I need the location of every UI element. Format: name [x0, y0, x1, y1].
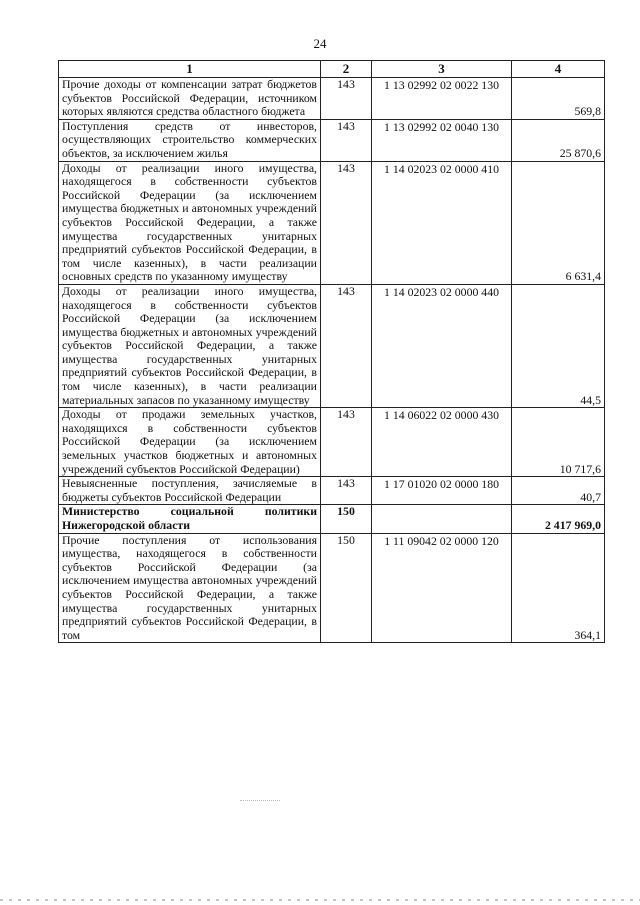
row-amount: 40,7: [512, 477, 605, 505]
row-budget-code: [372, 505, 512, 533]
row-admin-code: 143: [321, 477, 372, 505]
table-row: [59, 78, 605, 120]
table-row: [59, 161, 605, 284]
table-row: [59, 477, 605, 505]
revenue-table: [58, 60, 605, 643]
row-description: Доходы от реализации иного имущества, находящегося в собственности субъектов Российской Федерации (за исключением имущества бюджетных и автономных учреждений субъектов Российской Федерации, а также имущества государственных унитарных предприятий субъектов Российской Федерации, в том числе казенных), в части реализации материальных запасов по указанному имуществу: [59, 284, 321, 407]
row-budget-code: 1 11 09042 02 0000 120: [372, 533, 512, 643]
row-description: Невыясненные поступления, зачисляемые в бюджеты субъектов Российской Федерации: [59, 477, 321, 505]
header-col-3: 3: [372, 61, 512, 78]
row-amount: 364,1: [512, 533, 605, 643]
row-budget-code: 1 14 06022 02 0000 430: [372, 408, 512, 477]
header-col-1: 1: [59, 61, 321, 78]
row-amount: 10 717,6: [512, 408, 605, 477]
table-header: [59, 61, 605, 78]
row-admin-code: 150: [321, 505, 372, 533]
row-description: Прочие доходы от компенсации затрат бюджетов субъектов Российской Федерации, источником которых являются средства областного бюджета: [59, 78, 321, 120]
row-amount: 6 631,4: [512, 161, 605, 284]
table-row: [59, 284, 605, 407]
table-body: [59, 78, 605, 643]
scan-edge-artifact: [0, 899, 640, 901]
row-description: Прочие поступления от использования имущества, находящегося в собственности субъектов Российской Федерации (за исключением имущества автономных учреждений субъектов Российской Федерации, а также имущества государственных унитарных предприятий субъектов Российской Федерации, в том: [59, 533, 321, 643]
header-col-2: 2: [321, 61, 372, 78]
table-row: [59, 533, 605, 643]
row-amount: 2 417 969,0: [512, 505, 605, 533]
table-row: [59, 505, 605, 533]
row-amount: 44,5: [512, 284, 605, 407]
row-budget-code: 1 14 02023 02 0000 410: [372, 161, 512, 284]
row-admin-code: 150: [321, 533, 372, 643]
row-admin-code: 143: [321, 408, 372, 477]
page-number: 24: [313, 36, 327, 51]
row-budget-code: 1 14 02023 02 0000 440: [372, 284, 512, 407]
row-budget-code: 1 13 02992 02 0022 130: [372, 78, 512, 120]
row-amount: 569,8: [512, 78, 605, 120]
header-col-4: 4: [512, 61, 605, 78]
row-admin-code: 143: [321, 161, 372, 284]
row-description: Министерство социальной политики Нижегородской области: [59, 505, 321, 533]
row-description: Доходы от реализации иного имущества, находящегося в собственности субъектов Российской Федерации (за исключением имущества бюджетных и автономных учреждений субъектов Российской Федерации, а также имущества государственных унитарных предприятий субъектов Российской Федерации, в том числе казенных), в части реализации основных средств по указанному имуществу: [59, 161, 321, 284]
row-admin-code: 143: [321, 78, 372, 120]
row-amount: 25 870,6: [512, 119, 605, 161]
table-row: [59, 408, 605, 477]
row-description: Поступления средств от инвесторов, осуществляющих строительство коммерческих объектов, за исключением жилья: [59, 119, 321, 161]
row-admin-code: 143: [321, 119, 372, 161]
scan-artifact: [240, 800, 280, 801]
row-admin-code: 143: [321, 284, 372, 407]
table-row: [59, 119, 605, 161]
row-budget-code: 1 13 02992 02 0040 130: [372, 119, 512, 161]
row-budget-code: 1 17 01020 02 0000 180: [372, 477, 512, 505]
row-description: Доходы от продажи земельных участков, находящихся в собственности субъектов Российской Федерации (за исключением земельных участков бюджетных и автономных учреждений субъектов Российской Федерации): [59, 408, 321, 477]
